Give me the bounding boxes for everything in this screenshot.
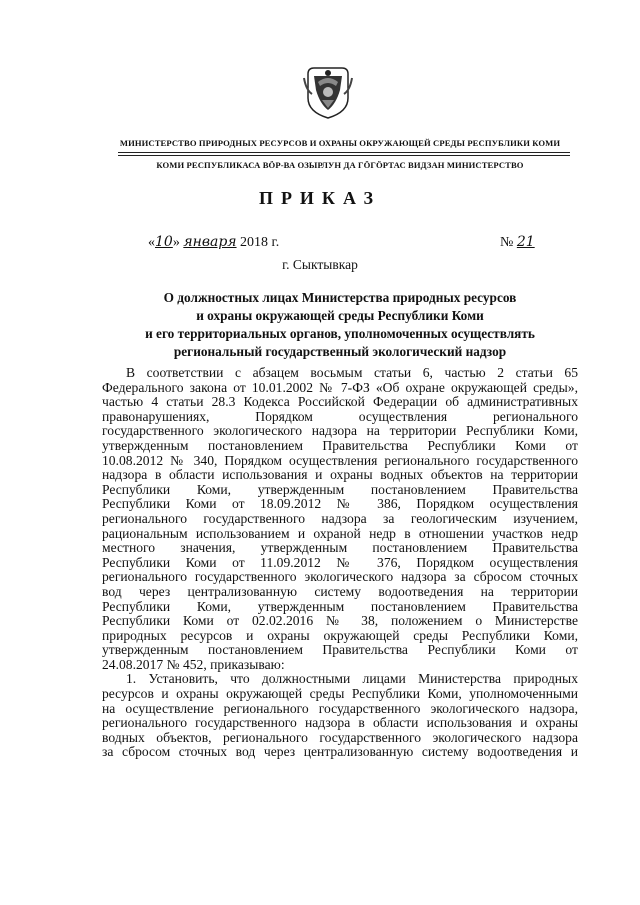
- body-line: регионального государственного надзора в области использования и охраны: [102, 715, 578, 731]
- body-line: ресурсов и охраны окружающей среды Республики Коми, уполномоченными: [102, 686, 578, 702]
- body-line: Республики Коми от 18.09.2012 № 386, Порядком осуществления: [102, 496, 578, 512]
- date-day: 10: [155, 234, 173, 250]
- ministry-name-ru: МИНИСТЕРСТВО ПРИРОДНЫХ РЕСУРСОВ И ОХРАНЫ ОКРУЖАЮЩЕЙ СРЕДЫ РЕСПУБЛИКИ КОМИ: [119, 138, 561, 148]
- date-close-quote: »: [172, 235, 180, 250]
- body-line: рациональным использованием и охраной недр в отношении участков недр: [102, 525, 578, 541]
- order-date: [148, 234, 279, 251]
- body-line: государственного экологического надзора на территории Республики Коми,: [102, 423, 578, 439]
- body-line: частью 4 статьи 28.3 Кодекса Российской Федерации об административных: [102, 394, 578, 410]
- header-rule: [118, 152, 570, 153]
- city: г. Сыктывкар: [282, 257, 358, 272]
- header-rule: [118, 155, 570, 156]
- date-month: января: [183, 234, 237, 250]
- number-prefix: №: [500, 235, 514, 250]
- number-value: 21: [516, 234, 535, 250]
- body-line: утвержденным постановлением Правительства Республики Коми от: [102, 642, 578, 658]
- body-line: правонарушениях, Порядком осуществления регионального: [102, 408, 578, 424]
- order-title: ПРИКАЗ: [258, 188, 382, 208]
- body-line: на осуществление регионального государственного экологического надзора,: [102, 700, 578, 716]
- body-line: надзора в области использования и охраны водных объектов на территории: [102, 467, 578, 483]
- body-line: 1. Установить, что должностными лицами Министерства природных: [126, 671, 578, 687]
- heading-line: и его территориальных органов, уполномоченных осуществлять: [145, 326, 535, 341]
- order-number: [500, 234, 535, 251]
- coat-of-arms-icon: [302, 64, 354, 120]
- ministry-name-komi: КОМИ РЕСПУБЛИКАСА ВӦР-ВА ОЗЫРЛУН ДА ГӦГӦРТАС ВИДЗАН МИНИСТЕРСТВО: [156, 160, 524, 170]
- body-line: Республики Коми, утвержденным постановлением Правительства: [102, 598, 578, 614]
- body-line: Республики Коми от 02.02.2016 № 38, положением о Министерстве: [102, 613, 578, 629]
- body-line: регионального государственного надзора за геологическим изучением,: [102, 510, 578, 526]
- body-line: 10.08.2012 № 340, Порядком осуществления регионального государственного: [102, 452, 578, 468]
- date-open-quote: «: [148, 235, 155, 250]
- body-line: за сбросом сточных вод через централизованную систему водоотведения и: [102, 744, 578, 760]
- body-line: Федерального закона от 10.01.2002 № 7-ФЗ «Об охране окружающей среды»,: [102, 379, 578, 395]
- date-year: 2018 г.: [240, 235, 280, 250]
- body-line: В соответствии с абзацем восьмым статьи 6, частью 2 статьи 65: [126, 365, 578, 380]
- heading-line: региональный государственный экологический надзор: [173, 344, 507, 359]
- heading-line: О должностных лицах Министерства природных ресурсов: [163, 290, 517, 305]
- body-line: Республики Коми, утвержденным постановлением Правительства: [102, 481, 578, 497]
- body-line: природных ресурсов и охраны окружающей среды Республики Коми,: [102, 627, 578, 643]
- body-line: Республики Коми от 11.09.2012 № 376, Порядком осуществления: [102, 554, 578, 570]
- order-heading: [100, 289, 580, 361]
- order-body: [102, 366, 578, 760]
- body-line: местного значения, утвержденным постановлением Правительства: [102, 540, 578, 556]
- body-line: регионального государственного экологического надзора за сбросом сточных: [102, 569, 578, 585]
- body-line: 24.08.2017 № 452, приказываю:: [102, 656, 285, 672]
- body-line: вод через централизованную систему водоотведения на территории: [102, 583, 578, 599]
- heading-line: и охраны окружающей среды Республики Коми: [196, 308, 484, 323]
- body-line: водных объектов, регионального государственного экологического надзора: [102, 729, 578, 745]
- body-line: утвержденным постановлением Правительства Республики Коми от: [102, 437, 578, 453]
